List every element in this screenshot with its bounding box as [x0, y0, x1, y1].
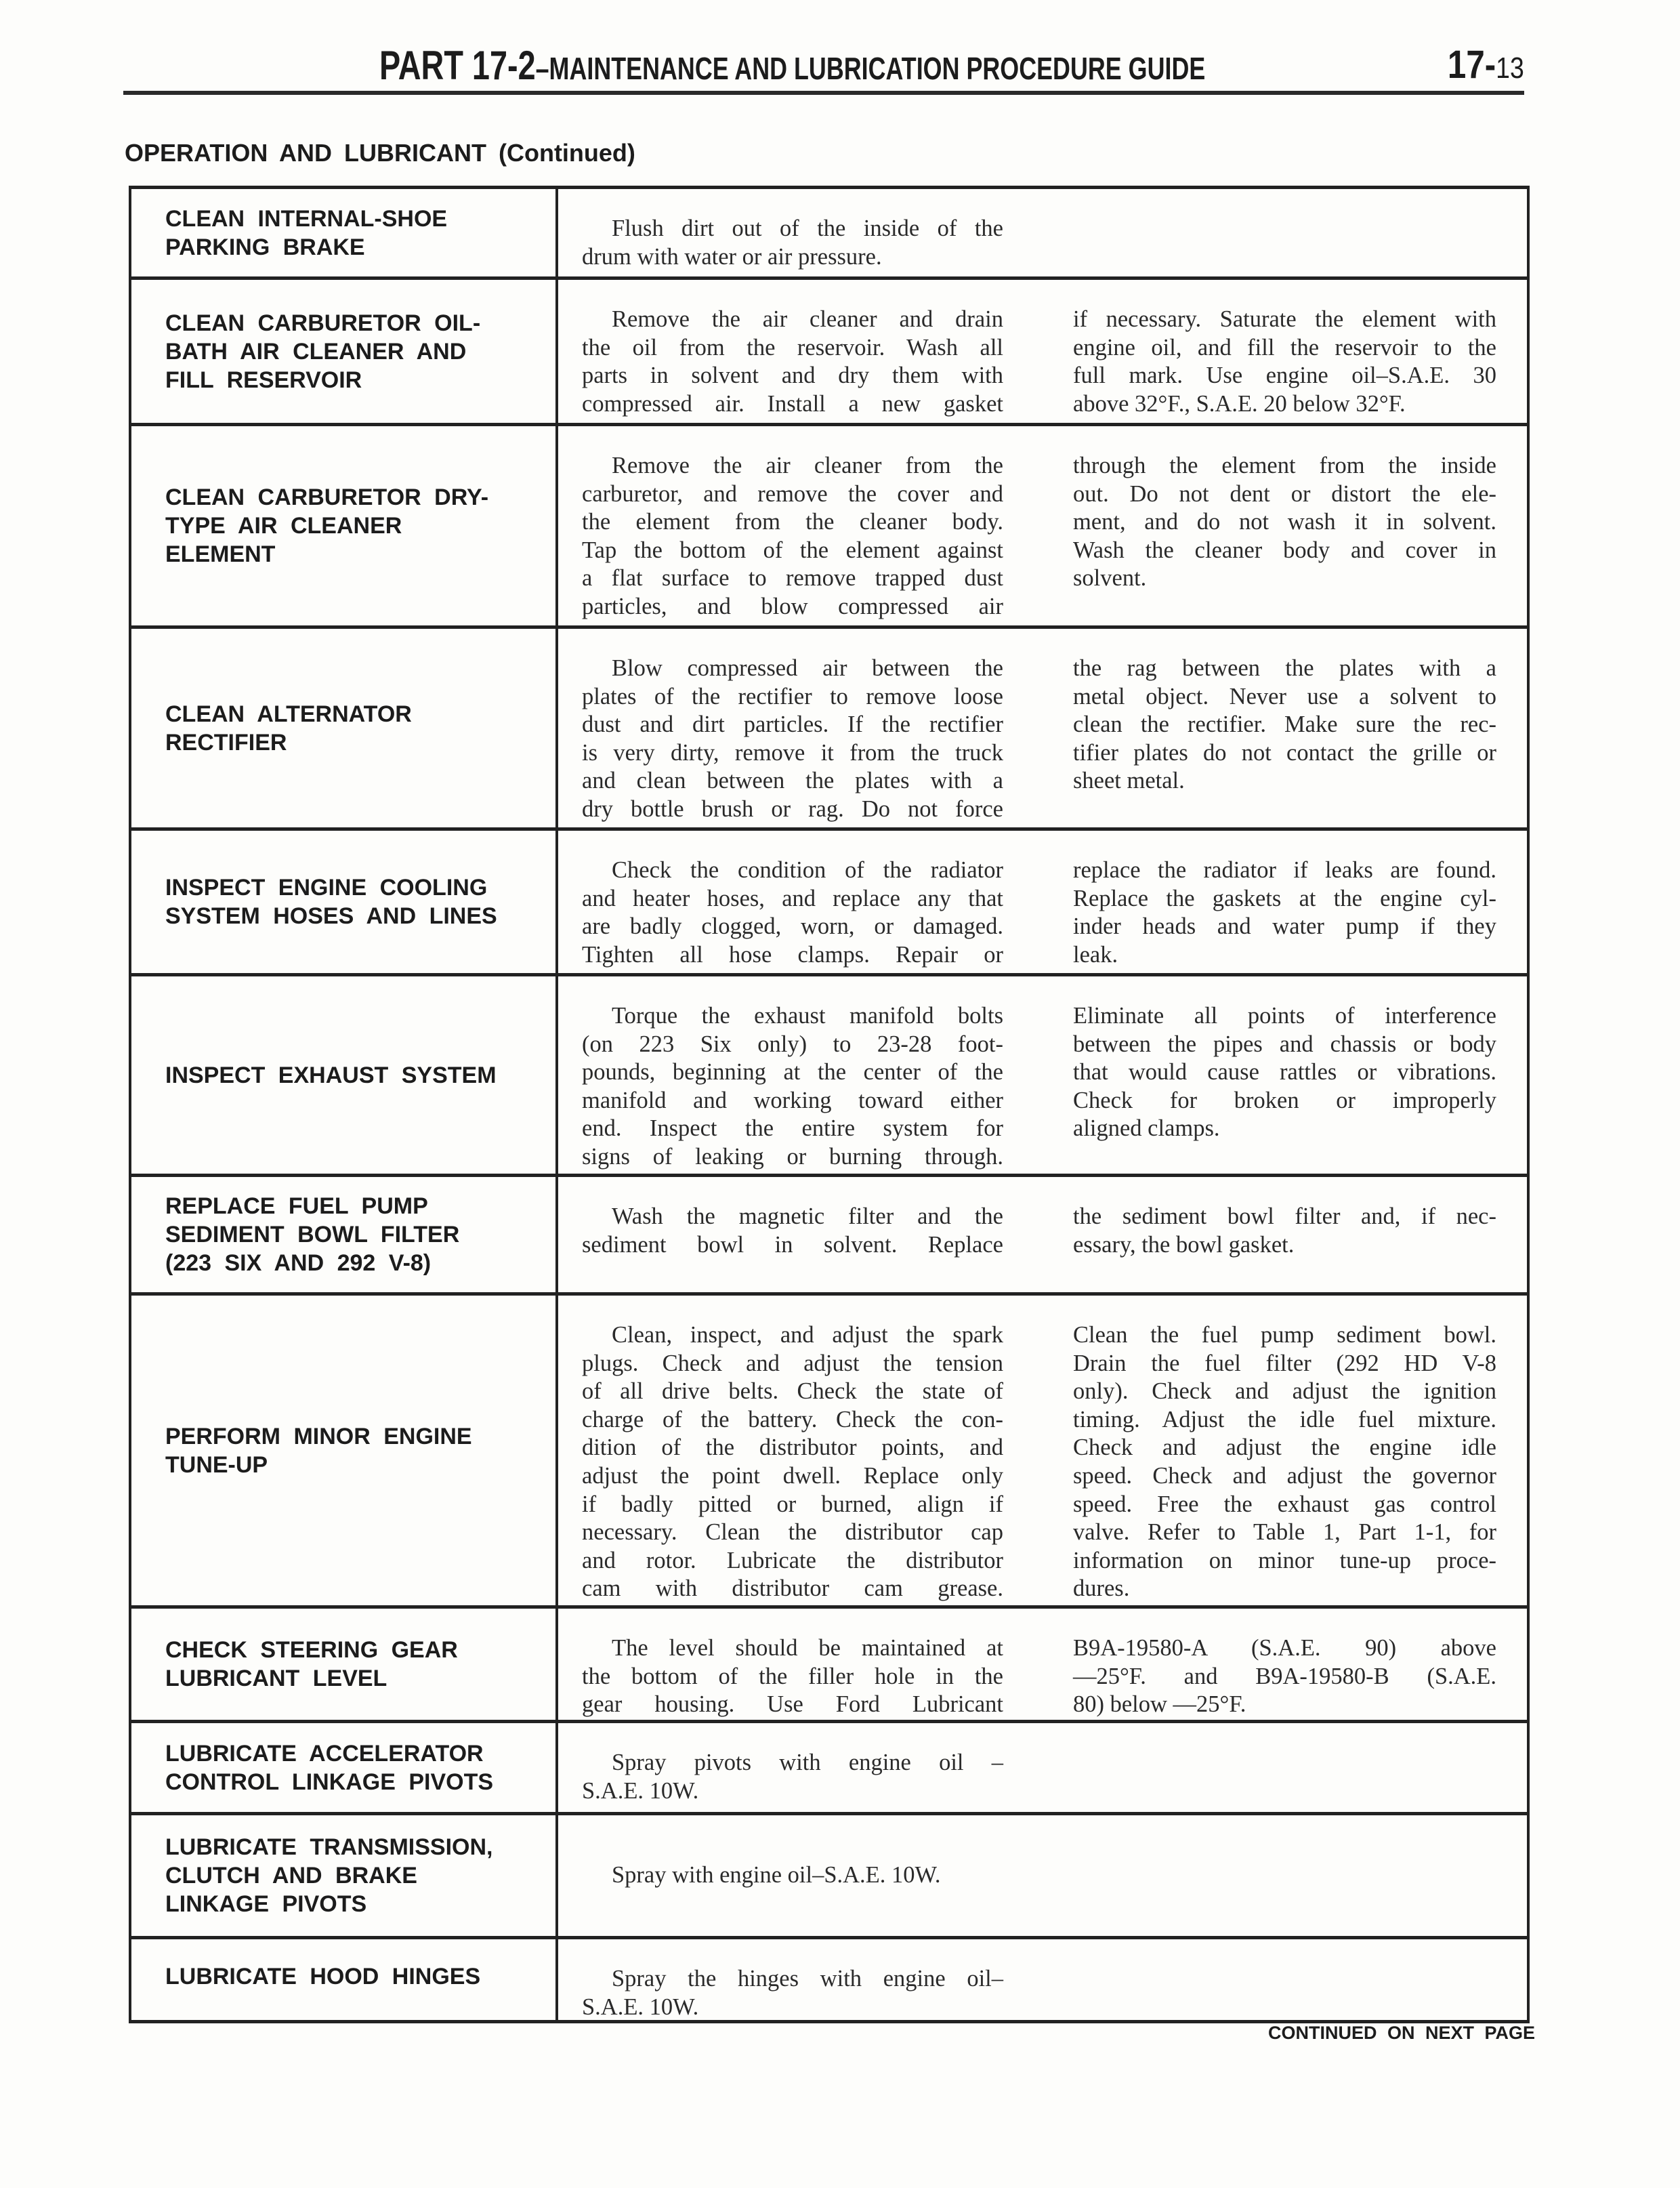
- procedure-text-line: is very dirty, remove it from the truck: [582, 739, 1003, 766]
- procedure-text-column-1: [582, 1321, 1003, 1603]
- operation-name-line: TUNE-UP: [165, 1451, 268, 1478]
- procedure-text-line: the element from the cleaner body.: [582, 509, 1003, 535]
- table-row: [131, 280, 1527, 426]
- procedure-text-line: sheet metal.: [1073, 768, 1185, 794]
- header-rule: [123, 91, 1524, 95]
- procedure-text-line: engine oil, and fill the reservoir to the: [1073, 334, 1496, 360]
- operation-name: [131, 1177, 558, 1292]
- procedure-text-line: Clean, inspect, and adjust the spark: [612, 1322, 1003, 1348]
- procedure-text-line: the sediment bowl filter and, if nec-: [1073, 1203, 1496, 1229]
- procedure-text-line: if necessary. Saturate the element with: [1073, 306, 1496, 332]
- section-title: OPERATION AND LUBRICANT (Continued): [125, 139, 635, 167]
- procedure-text-line: manifold and working toward either: [582, 1087, 1003, 1113]
- table-row: [131, 629, 1527, 831]
- running-header: [379, 42, 1206, 89]
- operation-name: [131, 831, 558, 973]
- procedure-text-line: aligned clamps.: [1073, 1115, 1220, 1142]
- operation-name-line: BATH AIR CLEANER AND: [165, 338, 467, 365]
- procedure-text-line: (on 223 Six only) to 23-28 foot-: [582, 1031, 1003, 1057]
- procedure-text-line: S.A.E. 10W.: [582, 1777, 699, 1804]
- procedure-text-line: Spray the hinges with engine oil–: [612, 1966, 1003, 1991]
- procedure-text-line: dust and dirt particles. If the rectifier: [582, 711, 1003, 738]
- procedure-text-column-1: [582, 1861, 1003, 1890]
- procedure-text-line: speed. Check and adjust the governor: [1073, 1462, 1496, 1489]
- table-row: [131, 426, 1527, 629]
- operation-name-line: REPLACE FUEL PUMP: [165, 1193, 428, 1219]
- header-title: –MAINTENANCE AND LUBRICATION PROCEDURE GUIDE: [535, 51, 1206, 86]
- procedure-text-line: a flat surface to remove trapped dust: [582, 565, 1003, 592]
- procedure-text-line: Tighten all hose clamps. Repair or: [582, 941, 1003, 968]
- table-row: [131, 189, 1527, 280]
- procedure-text-column-2: [1073, 856, 1496, 969]
- procedure-text-line: clean the rectifier. Make sure the rec-: [1073, 711, 1496, 738]
- procedure-text-column-1: [582, 1002, 1003, 1172]
- procedure-text-line: and clean between the plates with a: [582, 768, 1003, 794]
- table-row: [131, 976, 1527, 1177]
- procedure-text-line: 80) below —25°F.: [1073, 1691, 1246, 1718]
- procedure-text-line: of all drive belts. Check the state of: [582, 1378, 1003, 1405]
- operation-name-line: LUBRICANT LEVEL: [165, 1666, 387, 1691]
- procedure-text-line: B9A-19580-A (S.A.E. 90) above: [1073, 1635, 1496, 1661]
- procedure-text-line: the rag between the plates with a: [1073, 655, 1496, 681]
- procedure-text-line: inder heads and water pump if they: [1073, 913, 1496, 940]
- table-row: [131, 1723, 1527, 1815]
- procedure-text-line: Replace the gaskets at the engine cyl-: [1073, 885, 1496, 911]
- procedure-text-column-1: [582, 306, 1003, 418]
- procedure-text-column-1: [582, 452, 1003, 621]
- operation-name-line: CONTROL LINKAGE PIVOTS: [165, 1769, 494, 1795]
- procedure-text-line: between the pipes and chassis or body: [1073, 1031, 1496, 1057]
- procedure-text-line: Check and adjust the engine idle: [1073, 1434, 1496, 1461]
- procedure-text-column-2: [1073, 1321, 1496, 1603]
- procedure-text-line: sediment bowl in solvent. Replace: [582, 1231, 1003, 1258]
- procedure-text-line: Wash the magnetic filter and the: [612, 1203, 1003, 1229]
- operation-name-line: CLEAN CARBURETOR DRY-: [165, 484, 489, 510]
- procedure-text-line: Torque the exhaust manifold bolts: [612, 1003, 1003, 1029]
- procedure-text-line: pounds, beginning at the center of the: [582, 1059, 1003, 1086]
- operation-name-line: TYPE AIR CLEANER: [165, 513, 402, 539]
- operation-name-line: LUBRICATE ACCELERATOR: [165, 1740, 484, 1767]
- operation-name-line: CLEAN CARBURETOR OIL-: [165, 310, 481, 336]
- procedure-text-column-1: [582, 1965, 1003, 2021]
- operation-name-line: CLEAN ALTERNATOR: [165, 701, 412, 727]
- operation-name: [131, 280, 558, 423]
- procedure-text-column-1: [582, 655, 1003, 824]
- procedure-text-line: dures.: [1073, 1575, 1130, 1602]
- procedure-text-line: plates of the rectifier to remove loose: [582, 683, 1003, 709]
- operation-name: [131, 189, 558, 276]
- page-number: [1448, 42, 1524, 87]
- procedure-text-column-1: [582, 215, 1003, 271]
- procedure-text-line: Remove the air cleaner and drain: [612, 306, 1003, 332]
- procedure-text-line: charge of the battery. Check the con-: [582, 1406, 1003, 1432]
- operation-name-line: SEDIMENT BOWL FILTER: [165, 1222, 460, 1247]
- procedure-text-line: essary, the bowl gasket.: [1073, 1231, 1295, 1258]
- operation-name-line: CLEAN INTERNAL-SHOE: [165, 205, 448, 232]
- procedure-text-line: Eliminate all points of interference: [1073, 1003, 1496, 1029]
- operation-name-line: (223 SIX AND 292 V-8): [165, 1250, 432, 1276]
- procedure-text-line: Spray with engine oil–S.A.E. 10W.: [612, 1862, 941, 1888]
- procedure-text-column-1: [582, 856, 1003, 969]
- procedure-text-line: signs of leaking or burning through.: [582, 1143, 1003, 1170]
- procedure-text-line: that would cause rattles or vibrations.: [1073, 1059, 1496, 1086]
- procedure-text-line: the oil from the reservoir. Wash all: [582, 334, 1003, 360]
- procedure-text-column-1: [582, 1203, 1003, 1259]
- page-number-major: 17-: [1448, 43, 1496, 87]
- procedure-text-line: Drain the fuel filter (292 HD V-8: [1073, 1350, 1496, 1376]
- procedure-text-line: S.A.E. 10W.: [582, 1994, 699, 2020]
- procedure-text-column-2: [1073, 452, 1496, 593]
- operation-name-line: FILL RESERVOIR: [165, 367, 362, 393]
- table-row: [131, 1296, 1527, 1609]
- operation-name-line: SYSTEM HOSES AND LINES: [165, 903, 497, 929]
- procedure-text-column-2: [1073, 1002, 1496, 1143]
- procedure-text-line: drum with water or air pressure.: [582, 243, 882, 270]
- operation-name: [131, 1939, 558, 2020]
- operation-name-line: CLUTCH AND BRAKE: [165, 1863, 417, 1888]
- operation-name-line: INSPECT ENGINE COOLING: [165, 875, 488, 901]
- operation-name-line: LINKAGE PIVOTS: [165, 1891, 367, 1917]
- procedure-text-line: and rotor. Lubricate the distributor: [582, 1547, 1003, 1573]
- operation-name: [131, 1815, 558, 1936]
- procedure-text-line: Wash the cleaner body and cover in: [1073, 537, 1496, 563]
- operation-table: [129, 186, 1530, 2023]
- procedure-text-line: and heater hoses, and replace any that: [582, 885, 1003, 911]
- procedure-text-line: Clean the fuel pump sediment bowl.: [1073, 1322, 1496, 1348]
- procedure-text-line: Check for broken or improperly: [1073, 1087, 1496, 1113]
- procedure-text-column-2: [1073, 306, 1496, 418]
- procedure-text-line: cam with distributor cam grease.: [582, 1575, 1003, 1602]
- procedure-text-column-2: [1073, 655, 1496, 796]
- procedure-text-line: through the element from the inside: [1073, 453, 1496, 478]
- procedure-text-line: dry bottle brush or rag. Do not force: [582, 796, 1003, 822]
- procedure-text-column-1: [582, 1634, 1003, 1719]
- operation-name-line: CHECK STEERING GEAR: [165, 1637, 458, 1663]
- procedure-text-line: Blow compressed air between the: [612, 655, 1003, 681]
- operation-name: [131, 1296, 558, 1605]
- procedure-text-line: particles, and blow compressed air: [582, 593, 1003, 619]
- procedure-text-line: gear housing. Use Ford Lubricant: [582, 1691, 1003, 1718]
- procedure-text-line: Remove the air cleaner from the: [612, 453, 1003, 478]
- procedure-text-line: Tap the bottom of the element against: [582, 537, 1003, 563]
- operation-name-line: ELEMENT: [165, 541, 276, 567]
- procedure-text-line: only). Check and adjust the ignition: [1073, 1378, 1496, 1405]
- procedure-text-line: ment, and do not wash it in solvent.: [1073, 509, 1496, 535]
- table-row: [131, 1939, 1527, 2023]
- procedure-text-line: information on minor tune-up proce-: [1073, 1547, 1496, 1573]
- operation-name-line: PERFORM MINOR ENGINE: [165, 1423, 472, 1449]
- procedure-text-line: valve. Refer to Table 1, Part 1-1, for: [1073, 1519, 1496, 1546]
- table-row: [131, 1815, 1527, 1939]
- procedure-text-line: replace the radiator if leaks are found.: [1073, 857, 1496, 883]
- operation-name-line: INSPECT EXHAUST SYSTEM: [165, 1062, 497, 1088]
- procedure-text-line: above 32°F., S.A.E. 20 below 32°F.: [1073, 390, 1406, 417]
- procedure-text-line: timing. Adjust the idle fuel mixture.: [1073, 1406, 1496, 1432]
- procedure-text-line: necessary. Clean the distributor cap: [582, 1519, 1003, 1546]
- continued-note: CONTINUED ON NEXT PAGE: [1267, 2023, 1535, 2043]
- operation-name-line: RECTIFIER: [165, 729, 287, 756]
- procedure-text-line: out. Do not dent or distort the ele-: [1073, 480, 1496, 507]
- table-row: [131, 1177, 1527, 1296]
- operation-name: [131, 976, 558, 1174]
- procedure-text-line: Flush dirt out of the inside of the: [612, 215, 1003, 241]
- procedure-text-line: dition of the distributor points, and: [582, 1434, 1003, 1461]
- procedure-text-line: compressed air. Install a new gasket: [582, 390, 1003, 417]
- procedure-text-line: parts in solvent and dry them with: [582, 363, 1003, 389]
- operation-name: [131, 629, 558, 827]
- procedure-text-line: the bottom of the filler hole in the: [582, 1663, 1003, 1689]
- procedure-text-line: plugs. Check and adjust the tension: [582, 1350, 1003, 1376]
- page-number-minor: 13: [1496, 51, 1524, 85]
- operation-name: [131, 426, 558, 625]
- procedure-text-line: leak.: [1073, 941, 1118, 968]
- procedure-text-column-2: [1073, 1634, 1496, 1719]
- operation-name-line: PARKING BRAKE: [165, 234, 365, 260]
- table-row: [131, 831, 1527, 976]
- procedure-text-line: The level should be maintained at: [612, 1635, 1003, 1661]
- procedure-text-line: end. Inspect the entire system for: [582, 1115, 1003, 1142]
- procedure-text-line: solvent.: [1073, 565, 1147, 592]
- procedure-text-line: Spray pivots with engine oil –: [612, 1750, 1003, 1775]
- procedure-text-line: tifier plates do not contact the grille or: [1073, 739, 1496, 766]
- procedure-text-line: adjust the point dwell. Replace only: [582, 1462, 1003, 1489]
- operation-name: [131, 1609, 558, 1720]
- procedure-text-line: carburetor, and remove the cover and: [582, 480, 1003, 507]
- operation-name-line: LUBRICATE TRANSMISSION,: [165, 1834, 493, 1860]
- procedure-text-column-2: [1073, 1203, 1496, 1259]
- procedure-text-line: metal object. Never use a solvent to: [1073, 683, 1496, 709]
- part-number: PART 17-2: [379, 43, 536, 88]
- procedure-text-column-1: [582, 1749, 1003, 1805]
- procedure-text-line: —25°F. and B9A-19580-B (S.A.E.: [1073, 1663, 1496, 1689]
- procedure-text-line: are badly clogged, worn, or damaged.: [582, 913, 1003, 940]
- operation-name: [131, 1723, 558, 1812]
- procedure-text-line: full mark. Use engine oil–S.A.E. 30: [1073, 363, 1496, 389]
- operation-name-line: LUBRICATE HOOD HINGES: [165, 1964, 481, 1989]
- procedure-text-line: Check the condition of the radiator: [612, 857, 1003, 883]
- procedure-text-line: speed. Free the exhaust gas control: [1073, 1491, 1496, 1517]
- procedure-text-line: if badly pitted or burned, align if: [582, 1491, 1003, 1517]
- table-row: [131, 1609, 1527, 1723]
